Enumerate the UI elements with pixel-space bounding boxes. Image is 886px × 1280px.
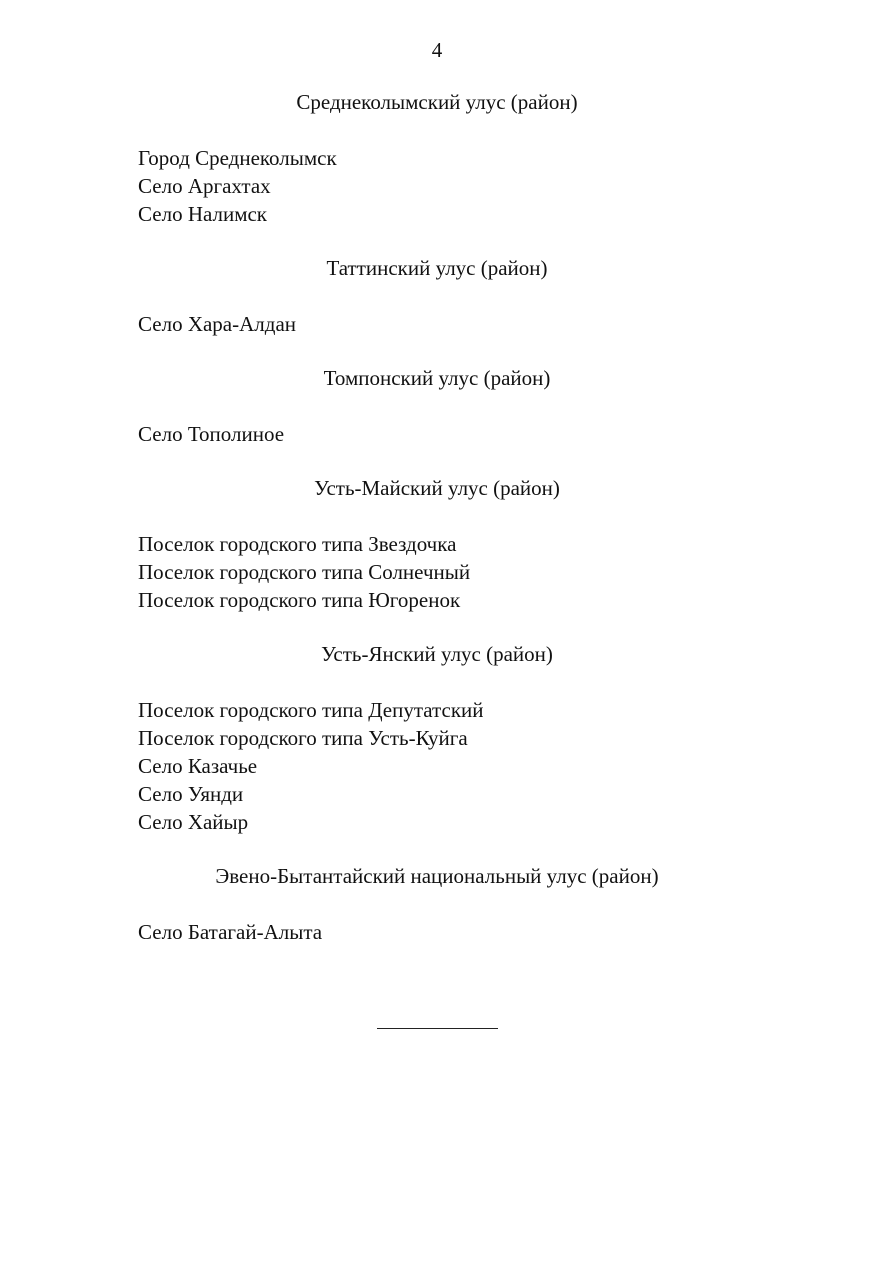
page-number: 4	[431, 38, 443, 62]
settlement-item: Село Аргахтах	[138, 174, 271, 198]
settlement-item: Село Батагай-Алыта	[138, 920, 323, 944]
district-section	[138, 364, 738, 448]
district-heading: Усть-Янский улус (район)	[321, 642, 553, 666]
settlement-item: Поселок городского типа Югоренок	[138, 588, 461, 612]
document-body	[138, 88, 738, 946]
district-heading: Томпонский улус (район)	[323, 366, 551, 390]
settlement-list	[138, 310, 738, 338]
settlement-list	[138, 144, 738, 228]
settlement-list	[138, 696, 738, 836]
district-section	[138, 254, 738, 338]
closing-rule	[377, 1028, 498, 1029]
district-section	[138, 474, 738, 614]
settlement-item: Село Уянди	[138, 782, 244, 806]
settlement-item: Село Хайыр	[138, 810, 249, 834]
settlement-item: Город Среднеколымск	[138, 146, 337, 170]
district-heading: Среднеколымский улус (район)	[296, 90, 578, 114]
settlement-item: Село Налимск	[138, 202, 268, 226]
district-section	[138, 88, 738, 228]
settlement-list	[138, 918, 738, 946]
district-heading: Таттинский улус (район)	[326, 256, 548, 280]
district-section	[138, 640, 738, 836]
settlement-item: Поселок городского типа Солнечный	[138, 560, 471, 584]
settlement-list	[138, 530, 738, 614]
settlement-item: Поселок городского типа Усть-Куйга	[138, 726, 468, 750]
district-heading: Усть-Майский улус (район)	[314, 476, 560, 500]
settlement-item: Село Хара-Алдан	[138, 312, 297, 336]
district-heading: Эвено-Бытантайский национальный улус (район)	[215, 864, 659, 888]
settlement-item: Село Тополиное	[138, 422, 285, 446]
district-section	[138, 862, 738, 946]
settlement-item: Поселок городского типа Звездочка	[138, 532, 457, 556]
settlement-item: Поселок городского типа Депутатский	[138, 698, 484, 722]
settlement-item: Село Казачье	[138, 754, 258, 778]
settlement-list	[138, 420, 738, 448]
